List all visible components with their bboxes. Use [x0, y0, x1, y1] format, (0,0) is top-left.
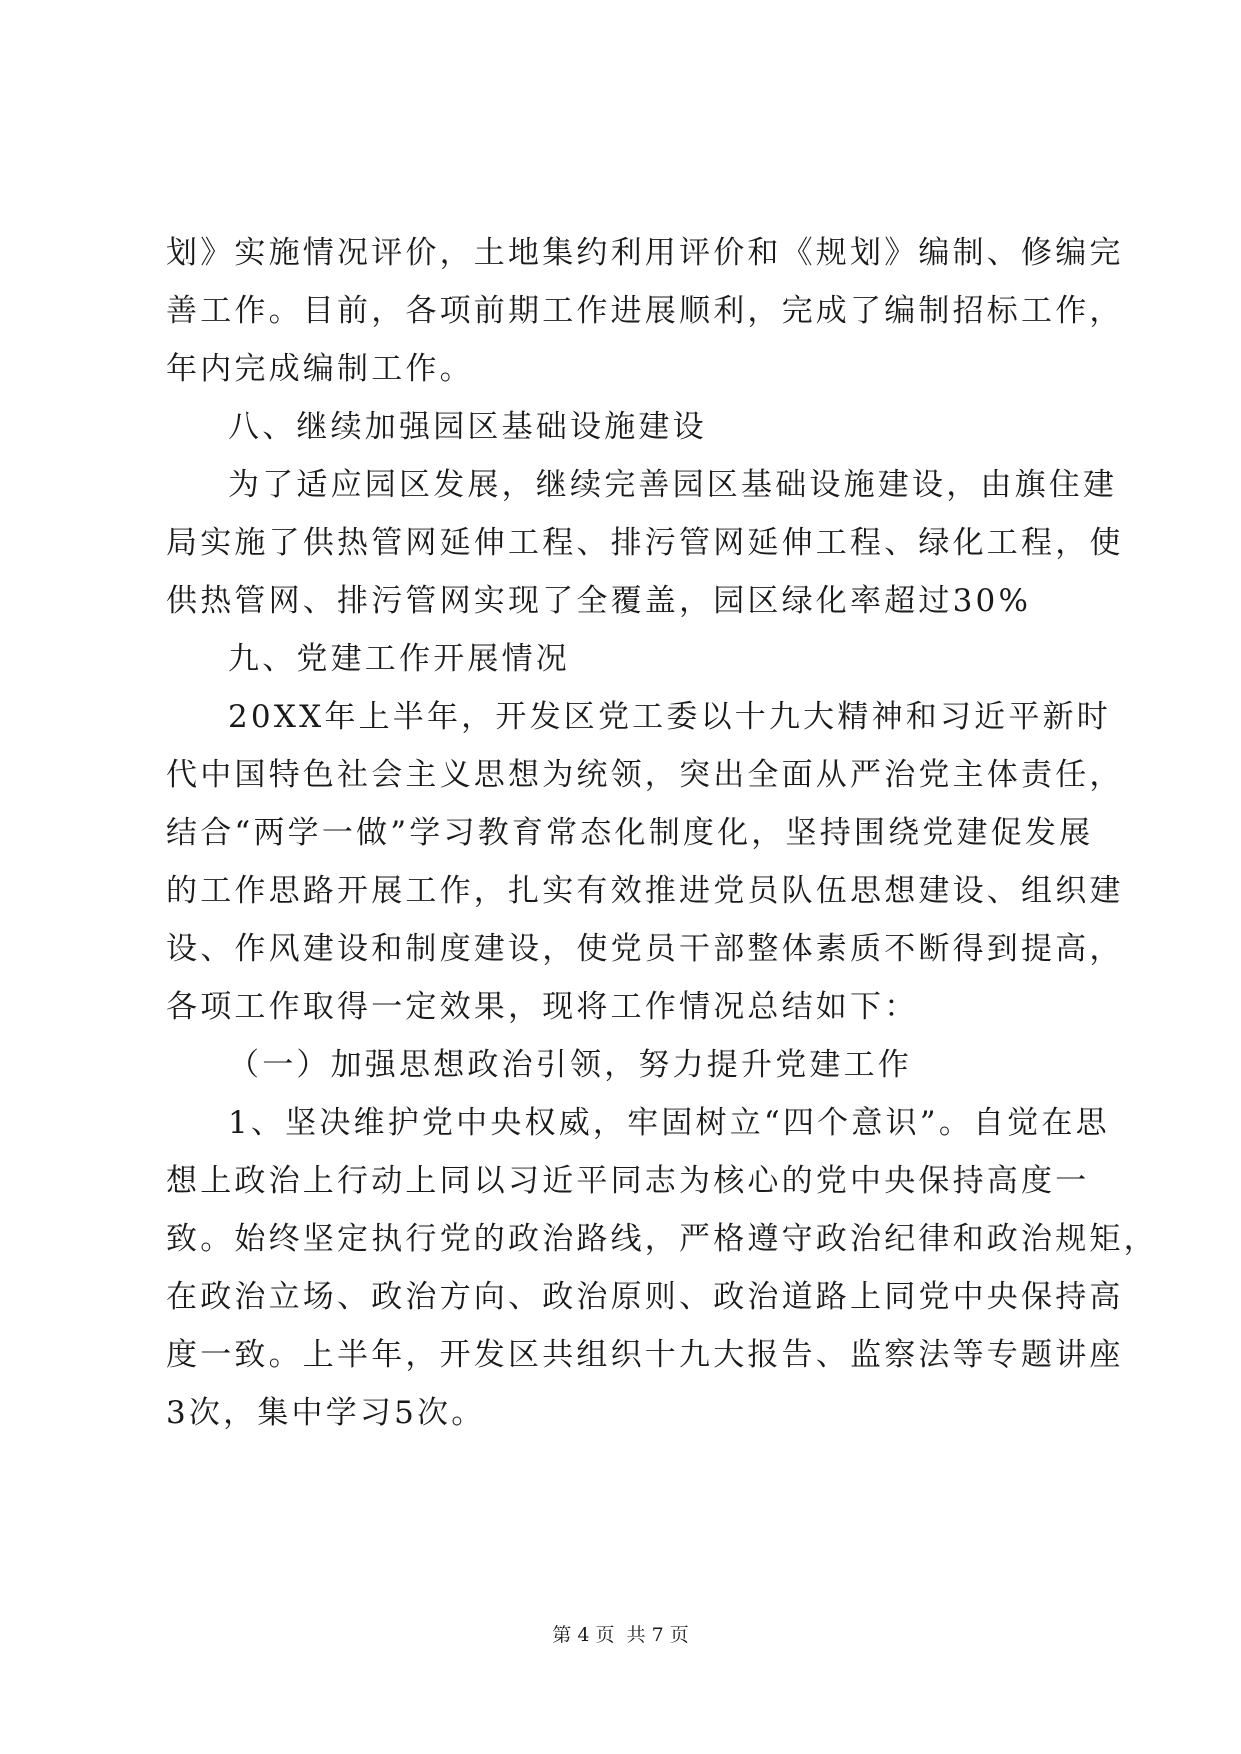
section-heading: 九、党建工作开展情况 — [228, 641, 570, 677]
text-line: 度一致。上半年，开发区共组织十九大报告、监察法等专题讲座 — [166, 1337, 1124, 1373]
page-number-label: 第 4 页 共 7 页 — [552, 1624, 689, 1646]
text-line: 设、作风建设和制度建设，使党员干部整体素质不断得到提高， — [166, 931, 1124, 967]
text-line: 致。始终坚定执行党的政治路线，严格遵守政治纪律和政治规矩， — [166, 1221, 1158, 1257]
text-line: 为了适应园区发展，继续完善园区基础设施建设，由旗住建 — [228, 467, 1118, 503]
text-line: 年内完成编制工作。 — [166, 351, 474, 387]
text-line: 20XX年上半年，开发区党工委以十九大精神和习近平新时 — [228, 699, 1111, 735]
text-line: 划》实施情况评价，土地集约利用评价和《规划》编制、修编完 — [166, 235, 1124, 271]
text-line: 局实施了供热管网延伸工程、排污管网延伸工程、绿化工程，使 — [166, 525, 1124, 561]
text-line: 结合“两学一做”学习教育常态化制度化，坚持围绕党建促发展 — [166, 815, 1094, 851]
text-line: 的工作思路开展工作，扎实有效推进党员队伍思想建设、组织建 — [166, 873, 1124, 909]
text-line: 各项工作取得一定效果，现将工作情况总结如下： — [166, 989, 919, 1025]
text-line: 供热管网、排污管网实现了全覆盖，园区绿化率超过30% — [166, 583, 1032, 619]
text-line: 代中国特色社会主义思想为统领，突出全面从严治党主体责任， — [166, 757, 1124, 793]
section-heading: 八、继续加强园区基础设施建设 — [228, 409, 707, 445]
page-footer — [0, 1622, 1241, 1648]
text-line: 在政治立场、政治方向、政治原则、政治道路上同党中央保持高 — [166, 1279, 1124, 1315]
text-line: 3次，集中学习5次。 — [166, 1395, 486, 1431]
text-line: 想上政治上行动上同以习近平同志为核心的党中央保持高度一 — [166, 1163, 1090, 1199]
subsection-heading: （一）加强思想政治引领，努力提升党建工作 — [228, 1047, 912, 1083]
text-line: 善工作。目前，各项前期工作进展顺利，完成了编制招标工作， — [166, 293, 1124, 329]
text-line: 1、坚决维护党中央权威，牢固树立“四个意识”。自觉在思 — [228, 1105, 1110, 1141]
